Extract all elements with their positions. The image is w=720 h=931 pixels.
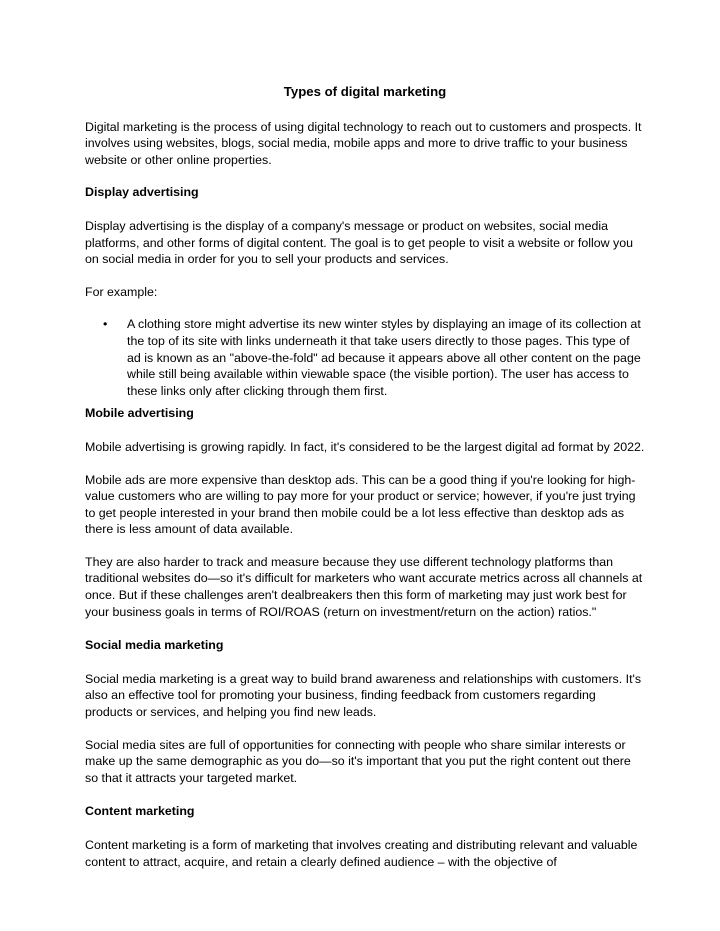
section-heading: Social media marketing	[85, 638, 224, 653]
section-paragraph: Display advertising is the display of a company's message or product on websites, social media platforms, and other forms of digital content. The goal is to get people to visit a website or follow you on social media in order for you to sell your products and services.	[85, 218, 634, 267]
section-content-marketing	[85, 803, 645, 870]
document-title: Types of digital marketing	[283, 84, 447, 99]
intro-paragraph: Digital marketing is the process of using digital technology to reach out to customers and prospects. It involves using websites, blogs, social media, mobile apps and more to drive traffic to your business website or other online properties.	[85, 119, 642, 167]
section-paragraph: Mobile ads are more expensive than desktop ads. This can be a good thing if you're looking for high-value customers who are willing to pay more for your product or service; however, if you're just trying to get people interested in your brand then mobile could be a lot less effective than desktop ads as there is less amount of data available.	[85, 472, 636, 537]
section-heading: Mobile advertising	[85, 406, 194, 421]
section-paragraph: Social media sites are full of opportunities for connecting with people who share similar interests or make up the same demographic as you do—so it's important that you put the right content out there so that it attracts your targeted market.	[85, 737, 631, 785]
section-heading: Content marketing	[85, 804, 195, 819]
list-item	[85, 316, 645, 399]
section-paragraph: They are also harder to track and measure because they use different technology platforms than traditional websites do—so it's difficult for marketers who want accurate metrics across all channels at once. But if these challenges aren't dealbreakers then this form of marketing may just work best for your business goals in terms of ROI/ROAS (return on investment/return on the action) ratios."	[85, 554, 643, 619]
section-paragraph: Mobile advertising is growing rapidly. In fact, it's considered to be the largest digital ad format by 2022.	[85, 439, 645, 454]
document-page	[85, 84, 645, 886]
section-paragraph: Content marketing is a form of marketing that involves creating and distributing relevant and valuable content to attract, acquire, and retain a clearly defined audience – with the objective of	[85, 838, 638, 869]
bullet-icon: •	[103, 317, 108, 332]
section-mobile-advertising	[85, 405, 645, 620]
section-paragraph: For example:	[85, 284, 158, 299]
list-item-text: A clothing store might advertise its new winter styles by displaying an image of its collection at the top of its site with links underneath it that take users directly to those pages. This type of ad is known as an "above-the-fold" ad because it appears above all other content on the page while still being available within viewable space (the visible portion). The user has access to these links only after clicking through them first.	[127, 317, 641, 398]
section-paragraph: Social media marketing is a great way to build brand awareness and relationships with customers. It's also an effective tool for promoting your business, finding feedback from customers regarding products or services, and helping you find new leads.	[85, 671, 642, 720]
section-heading: Display advertising	[85, 185, 199, 200]
section-social-media-marketing	[85, 637, 645, 786]
section-display-advertising	[85, 184, 645, 399]
bullet-list	[85, 316, 645, 399]
